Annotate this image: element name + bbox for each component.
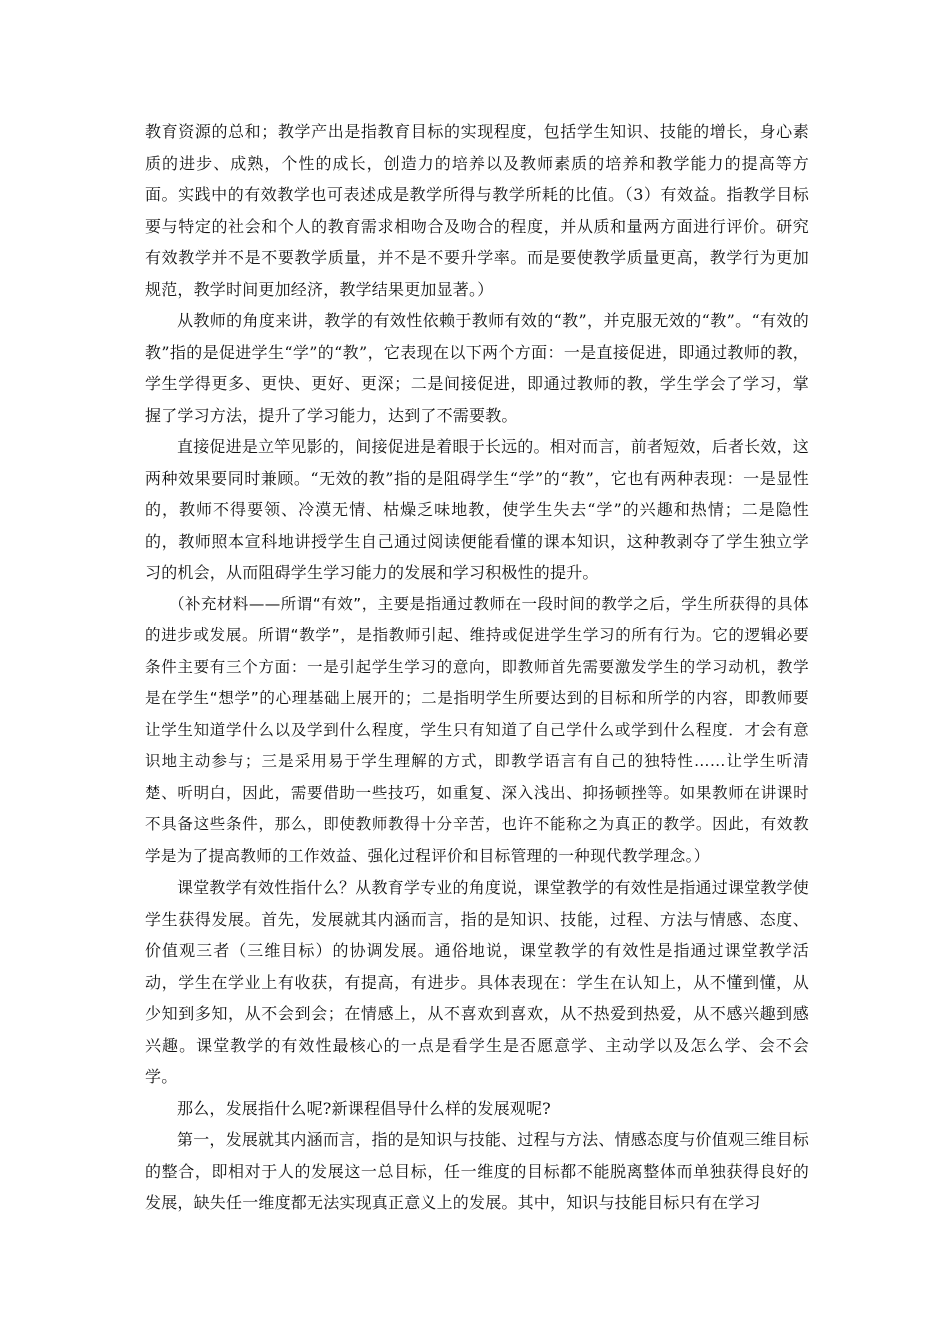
body-text [145,116,809,1219]
paragraph-continuation: 教育资源的总和；教学产出是指教育目标的实现程度，包括学生知识、技能的增长，身心素质的进步、成熟，个性的成长，创造力的培养以及教师素质的培养和教学能力的提高等方面。实践中的有效教学也可表述成是教学所得与教学所耗的比值。（3）有效益。指教学目标要与特定的社会和个人的教育需求相吻合及吻合的程度，并从质和量两方面进行评价。研究有效教学并不是不要教学质量，并不是不要升学率。而是要使教学质量更高，教学行为更加规范，教学时间更加经济，教学结果更加显著。） [145,122,809,299]
paragraph-direct-indirect: 直接促进是立竿见影的，间接促进是着眼于长远的。相对而言，前者短效，后者长效，这两种效果要同时兼顾。“无效的教”指的是阻碍学生“学”的“教”，它也有两种表现：一是显性的，教师不得要领、冷漠无情、枯燥乏味地教，使学生失去“学”的兴趣和热情；二是隐性的，教师照本宣科地讲授学生自己通过阅读便能看懂的课本知识，这种教剥夺了学生独立学习的机会，从而阻碍学生学习能力的发展和学习积极性的提升。 [145,437,809,582]
paragraph-supplement: （补充材料——所谓“有效”，主要是指通过教师在一段时间的教学之后，学生所获得的具体的进步或发展。所谓“教学”，是指教师引起、维持或促进学生学习的所有行为。它的逻辑必要条件主要有三个方面：一是引起学生学习的意向，即教师首先需要激发学生的学习动机，教学是在学生“想学”的心理基础上展开的；二是指明学生所要达到的目标和所学的内容，即教师要让学生知道学什么以及学到什么程度，学生只有知道了自己学什么或学到什么程度．才会有意识地主动参与；三是采用易于学生理解的方式，即教学语言有自己的独特性……让学生听清楚、听明白，因此，需要借助一些技巧，如重复、深入浅出、抑扬顿挫等。如果教师在讲课时不具备这些条件，那么，即使教师教得十分辛苦，也许不能称之为真正的教学。因此，有效教学是为了提高教师的工作效益、强化过程评价和目标管理的一种现代教学理念。） [145,594,809,865]
paragraph-teacher-perspective: 从教师的角度来讲，教学的有效性依赖于教师有效的“教”，并克服无效的“教”。“有效的教”指的是促进学生“学”的“教”，它表现在以下两个方面：一是直接促进，即通过教师的教，学生学得更多、更快、更好、更深；二是间接促进，即通过教师的教，学生学会了学习，掌握了学习方法，提升了学习能力，达到了不需要教。 [145,311,809,425]
paragraph-first-point: 第一，发展就其内涵而言，指的是知识与技能、过程与方法、情感态度与价值观三维目标的整合，即相对于人的发展这一总目标，任一维度的目标都不能脱离整体而单独获得良好的发展，缺失任一维度都无法实现真正意义上的发展。其中，知识与技能目标只有在学习 [145,1130,809,1212]
paragraph-question: 那么，发展指什么呢?新课程倡导什么样的发展观呢? [177,1098,551,1118]
paragraph-classroom-effectiveness: 课堂教学有效性指什么？从教育学专业的角度说，课堂教学的有效性是指通过课堂教学使学生获得发展。首先，发展就其内涵而言，指的是知识、技能，过程、方法与情感、态度、价值观三者（三维目标）的协调发展。通俗地说，课堂教学的有效性是指通过课堂教学活动，学生在学业上有收获，有提高，有进步。具体表现在：学生在认知上，从不懂到懂，从少知到多知，从不会到会；在情感上，从不喜欢到喜欢，从不热爱到热爱，从不感兴趣到感兴趣。课堂教学的有效性最核心的一点是看学生是否愿意学、主动学以及怎么学、会不会学。 [145,878,809,1086]
